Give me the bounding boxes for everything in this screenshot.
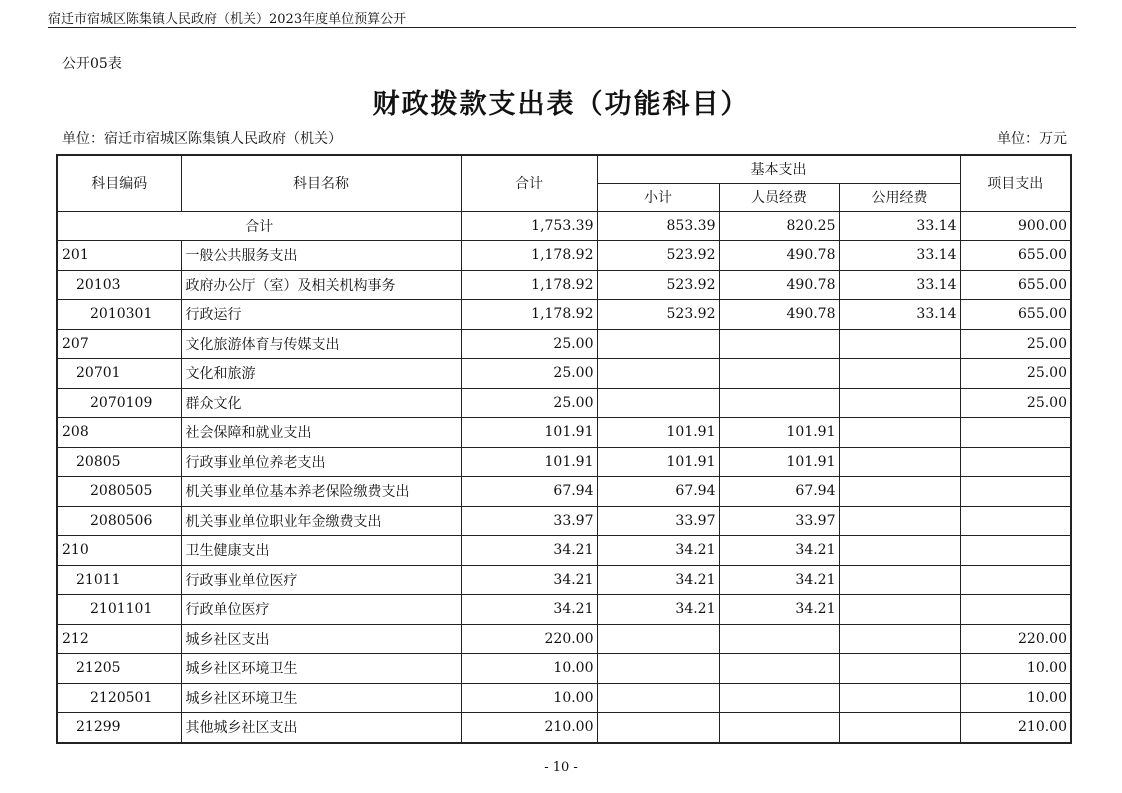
subject-name-cell: 卫生健康支出	[181, 536, 461, 566]
col-header-total: 合计	[461, 155, 597, 211]
personnel-cell: 490.78	[719, 270, 839, 300]
total-cell: 210.00	[461, 713, 597, 743]
subject-code-cell: 21299	[57, 713, 181, 743]
table-row	[57, 713, 1071, 743]
subject-name-cell: 行政事业单位养老支出	[181, 447, 461, 477]
subject-name-cell: 政府办公厅（室）及相关机构事务	[181, 270, 461, 300]
personnel-cell	[719, 624, 839, 654]
public-cell	[839, 536, 960, 566]
table-row	[57, 654, 1071, 684]
subject-code-cell: 210	[57, 536, 181, 566]
total-cell: 220.00	[461, 624, 597, 654]
table-row	[57, 624, 1071, 654]
public-cell	[839, 388, 960, 418]
total-cell: 1,178.92	[461, 241, 597, 271]
total-cell: 25.00	[461, 388, 597, 418]
personnel-cell: 33.97	[719, 506, 839, 536]
subtotal-cell	[597, 654, 719, 684]
col-header-project: 项目支出	[960, 155, 1071, 211]
subject-code-cell: 2010301	[57, 300, 181, 330]
personnel-cell	[719, 713, 839, 743]
table-row	[57, 388, 1071, 418]
subject-name-cell: 机关事业单位基本养老保险缴费支出	[181, 477, 461, 507]
total-cell: 25.00	[461, 359, 597, 389]
subject-code-cell: 207	[57, 329, 181, 359]
total-cell: 67.94	[461, 477, 597, 507]
public-cell	[839, 329, 960, 359]
subtotal-cell	[597, 624, 719, 654]
table-row	[57, 359, 1071, 389]
public-cell	[839, 624, 960, 654]
total-cell: 101.91	[461, 447, 597, 477]
public-cell: 33.14	[839, 300, 960, 330]
public-cell: 33.14	[839, 241, 960, 271]
subtotal-cell	[597, 388, 719, 418]
col-header-subtotal: 小计	[597, 183, 719, 211]
col-header-public: 公用经费	[839, 183, 960, 211]
subject-name-cell: 文化旅游体育与传媒支出	[181, 329, 461, 359]
subtotal-cell: 101.91	[597, 447, 719, 477]
subtotal-cell	[597, 713, 719, 743]
project-cell	[960, 565, 1071, 595]
public-cell	[839, 654, 960, 684]
personnel-cell	[719, 359, 839, 389]
subject-code-cell: 208	[57, 418, 181, 448]
table-row	[57, 418, 1071, 448]
public-cell	[839, 506, 960, 536]
subtotal-cell	[597, 359, 719, 389]
subject-code-cell: 212	[57, 624, 181, 654]
subject-name-cell: 行政单位医疗	[181, 595, 461, 625]
col-header-basic: 基本支出	[597, 155, 960, 183]
project-cell: 210.00	[960, 713, 1071, 743]
header-divider	[48, 27, 1076, 28]
project-cell	[960, 536, 1071, 566]
subject-name-cell: 行政运行	[181, 300, 461, 330]
personnel-cell: 67.94	[719, 477, 839, 507]
total-cell: 101.91	[461, 418, 597, 448]
public-cell	[839, 713, 960, 743]
subject-code-cell: 20805	[57, 447, 181, 477]
public-cell	[839, 447, 960, 477]
table-row	[57, 506, 1071, 536]
project-cell	[960, 447, 1071, 477]
project-cell	[960, 595, 1071, 625]
col-header-name: 科目名称	[181, 155, 461, 211]
personnel-cell: 101.91	[719, 418, 839, 448]
total-cell: 1,753.39	[461, 211, 597, 241]
page-title: 财政拨款支出表（功能科目）	[372, 89, 750, 120]
col-header-personnel: 人员经费	[719, 183, 839, 211]
subject-name-cell: 群众文化	[181, 388, 461, 418]
subject-name-cell: 社会保障和就业支出	[181, 418, 461, 448]
table-row	[57, 595, 1071, 625]
subject-name-cell: 一般公共服务支出	[181, 241, 461, 271]
public-cell	[839, 683, 960, 713]
table-row	[57, 565, 1071, 595]
public-cell: 33.14	[839, 211, 960, 241]
subject-code-cell: 2101101	[57, 595, 181, 625]
project-cell: 25.00	[960, 329, 1071, 359]
subtotal-cell: 101.91	[597, 418, 719, 448]
subject-name-cell: 城乡社区环境卫生	[181, 683, 461, 713]
subject-name-cell: 文化和旅游	[181, 359, 461, 389]
project-cell: 655.00	[960, 300, 1071, 330]
table-row	[57, 241, 1071, 271]
project-cell: 25.00	[960, 359, 1071, 389]
total-cell: 34.21	[461, 565, 597, 595]
personnel-cell: 34.21	[719, 536, 839, 566]
personnel-cell: 490.78	[719, 241, 839, 271]
subtotal-cell: 67.94	[597, 477, 719, 507]
subject-name-cell: 机关事业单位职业年金缴费支出	[181, 506, 461, 536]
expenditure-table	[56, 154, 1072, 744]
page-number: - 10 -	[544, 760, 578, 775]
total-cell: 10.00	[461, 683, 597, 713]
table-row	[57, 477, 1071, 507]
project-cell: 900.00	[960, 211, 1071, 241]
subject-code-cell: 2120501	[57, 683, 181, 713]
form-number: 公开05表	[62, 56, 122, 72]
subtotal-cell	[597, 683, 719, 713]
subject-name-cell: 城乡社区环境卫生	[181, 654, 461, 684]
total-cell: 34.21	[461, 595, 597, 625]
project-cell	[960, 506, 1071, 536]
project-cell: 10.00	[960, 654, 1071, 684]
subtotal-cell: 34.21	[597, 565, 719, 595]
subject-code-cell: 20701	[57, 359, 181, 389]
subtotal-cell: 34.21	[597, 536, 719, 566]
project-cell	[960, 418, 1071, 448]
subject-code-cell: 21205	[57, 654, 181, 684]
public-cell	[839, 359, 960, 389]
subtotal-cell: 853.39	[597, 211, 719, 241]
document-header: 宿迁市宿城区陈集镇人民政府（机关）2023年度单位预算公开	[48, 12, 407, 27]
total-cell: 25.00	[461, 329, 597, 359]
public-cell	[839, 565, 960, 595]
personnel-cell	[719, 683, 839, 713]
subtotal-cell	[597, 329, 719, 359]
total-row	[57, 211, 1071, 241]
subject-name-cell: 城乡社区支出	[181, 624, 461, 654]
subject-code-cell: 21011	[57, 565, 181, 595]
subject-code-cell: 201	[57, 241, 181, 271]
subtotal-cell: 33.97	[597, 506, 719, 536]
col-header-code: 科目编码	[57, 155, 181, 211]
table-row	[57, 329, 1071, 359]
personnel-cell	[719, 329, 839, 359]
personnel-cell	[719, 654, 839, 684]
personnel-cell: 490.78	[719, 300, 839, 330]
personnel-cell	[719, 388, 839, 418]
subject-name-cell: 行政事业单位医疗	[181, 565, 461, 595]
public-cell	[839, 418, 960, 448]
project-cell: 655.00	[960, 241, 1071, 271]
personnel-cell: 34.21	[719, 565, 839, 595]
project-cell: 25.00	[960, 388, 1071, 418]
total-label: 合计	[57, 211, 461, 241]
table-row	[57, 683, 1071, 713]
project-cell	[960, 477, 1071, 507]
total-cell: 34.21	[461, 536, 597, 566]
total-cell: 33.97	[461, 506, 597, 536]
project-cell: 655.00	[960, 270, 1071, 300]
total-cell: 1,178.92	[461, 270, 597, 300]
public-cell	[839, 477, 960, 507]
subtotal-cell: 523.92	[597, 300, 719, 330]
subtotal-cell: 34.21	[597, 595, 719, 625]
project-cell: 220.00	[960, 624, 1071, 654]
project-cell: 10.00	[960, 683, 1071, 713]
total-cell: 1,178.92	[461, 300, 597, 330]
currency-unit: 单位：万元	[997, 131, 1067, 147]
subject-code-cell: 2080505	[57, 477, 181, 507]
subtotal-cell: 523.92	[597, 241, 719, 271]
table-row	[57, 270, 1071, 300]
public-cell: 33.14	[839, 270, 960, 300]
personnel-cell: 820.25	[719, 211, 839, 241]
table-row	[57, 300, 1071, 330]
subject-name-cell: 其他城乡社区支出	[181, 713, 461, 743]
table-row	[57, 536, 1071, 566]
personnel-cell: 101.91	[719, 447, 839, 477]
table-row	[57, 447, 1071, 477]
personnel-cell: 34.21	[719, 595, 839, 625]
subject-code-cell: 20103	[57, 270, 181, 300]
subtotal-cell: 523.92	[597, 270, 719, 300]
public-cell	[839, 595, 960, 625]
subject-code-cell: 2080506	[57, 506, 181, 536]
total-cell: 10.00	[461, 654, 597, 684]
unit-name: 单位：宿迁市宿城区陈集镇人民政府（机关）	[62, 131, 342, 147]
subject-code-cell: 2070109	[57, 388, 181, 418]
